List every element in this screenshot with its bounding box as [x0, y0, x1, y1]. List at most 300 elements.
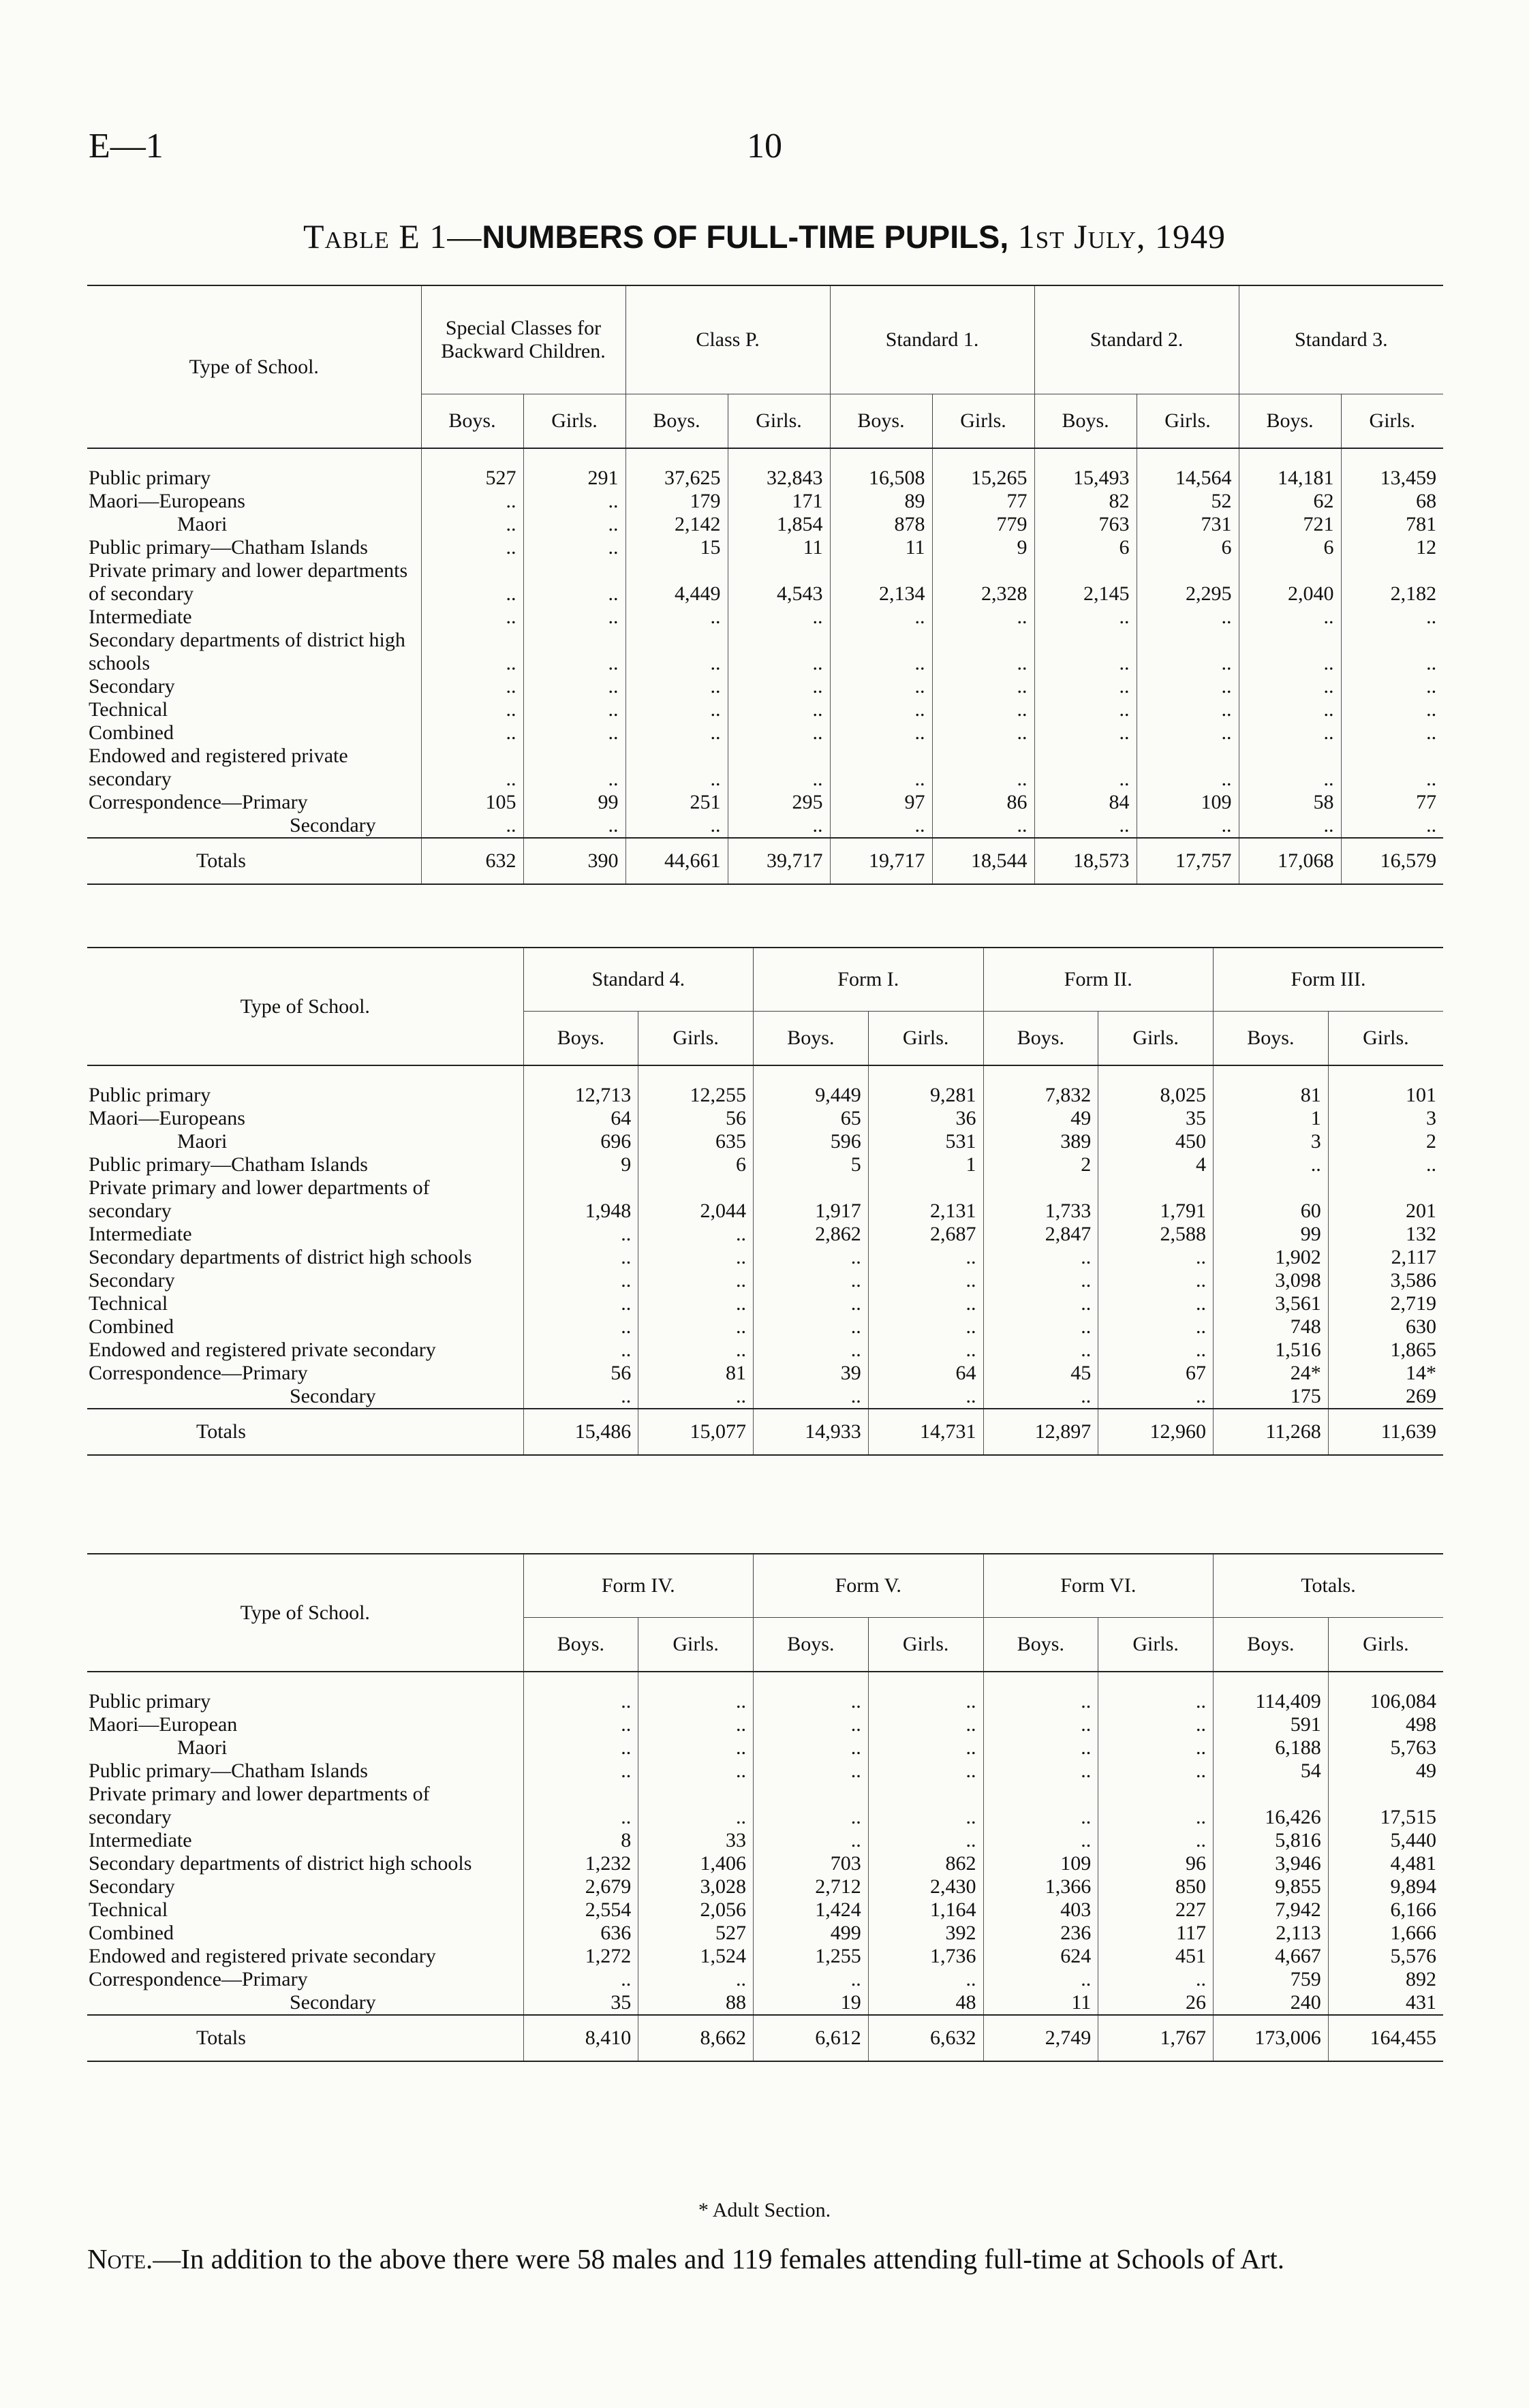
boys-cell: ..: [1239, 629, 1341, 675]
table-row: [87, 1829, 1443, 1852]
total-cell: 12,897: [983, 1409, 1098, 1455]
girls-cell: 35: [1098, 1107, 1214, 1130]
girls-cell: 15,265: [932, 448, 1034, 490]
boys-cell: 1,255: [754, 1945, 869, 1968]
girls-cell: 49: [1328, 1760, 1443, 1783]
girls-cell: ..: [523, 559, 626, 606]
row-label: [87, 698, 421, 721]
boys-cell: ..: [523, 1339, 638, 1362]
boys-cell: ..: [1034, 721, 1137, 745]
row-label: [87, 1176, 523, 1223]
boys-cell: 81: [1214, 1065, 1329, 1107]
row-label: [87, 1339, 523, 1362]
table-row: [87, 1852, 1443, 1875]
row-label-text: Secondary: [89, 1269, 175, 1292]
girls-cell: ..: [868, 1736, 983, 1760]
boys-cell: 7,942: [1214, 1898, 1329, 1922]
girls-cell: 5,576: [1328, 1945, 1443, 1968]
girls-cell: ..: [1098, 1672, 1214, 1713]
table-row: [87, 1065, 1443, 1107]
boys-cell: ..: [754, 1968, 869, 1991]
girls-cell: ..: [523, 721, 626, 745]
girls-cell: 9: [932, 536, 1034, 559]
row-label-text: Endowed and registered private secondary: [89, 745, 348, 790]
girls-cell: ..: [638, 1223, 754, 1246]
row-label: [87, 1736, 523, 1760]
boys-cell: 3: [1214, 1130, 1329, 1153]
boys-cell: ..: [983, 1269, 1098, 1292]
total-cell: 11,268: [1214, 1409, 1329, 1455]
row-label: [87, 745, 421, 791]
girls-cell: 11: [728, 536, 830, 559]
row-label-text: Maori—European: [89, 1713, 238, 1736]
boys-cell: ..: [983, 1385, 1098, 1409]
boys-cell: 7,832: [983, 1065, 1098, 1107]
total-cell: 6,632: [868, 2015, 983, 2061]
row-label-text: Public primary—Chatham Islands: [89, 1153, 368, 1176]
table-row: [87, 698, 1443, 721]
boys-cell: 37,625: [626, 448, 728, 490]
girls-cell: 850: [1098, 1875, 1214, 1898]
girls-cell: 1,791: [1098, 1176, 1214, 1223]
boys-cell: 499: [754, 1922, 869, 1945]
boys-cell: ..: [523, 1292, 638, 1315]
boys-cell: 84: [1034, 791, 1137, 814]
row-label: [87, 1223, 523, 1246]
table-row: [87, 1968, 1443, 1991]
girls-cell: ..: [932, 698, 1034, 721]
boys-column-header: Boys.: [983, 1618, 1098, 1672]
boys-cell: 15: [626, 536, 728, 559]
table-part-1: [87, 285, 1443, 885]
boys-cell: ..: [523, 1783, 638, 1829]
boys-cell: 8: [523, 1829, 638, 1852]
row-label-text: Maori: [177, 513, 228, 535]
row-label: [87, 559, 421, 606]
boys-cell: ..: [523, 1736, 638, 1760]
boys-cell: 45: [983, 1362, 1098, 1385]
table-row: [87, 513, 1443, 536]
row-label: [87, 490, 421, 513]
girls-cell: 88: [638, 1991, 754, 2015]
boys-cell: ..: [754, 1246, 869, 1269]
boys-cell: ..: [754, 1713, 869, 1736]
total-cell: 14,731: [868, 1409, 983, 1455]
boys-cell: 1,917: [754, 1176, 869, 1223]
table-row: [87, 814, 1443, 838]
page-number: 10: [747, 127, 782, 166]
table-row: [87, 1991, 1443, 2015]
girls-cell: ..: [1137, 675, 1239, 698]
girls-column-header: Girls.: [638, 1618, 754, 1672]
girls-cell: ..: [1098, 1385, 1214, 1409]
table-row: [87, 745, 1443, 791]
girls-cell: 3,586: [1328, 1269, 1443, 1292]
girls-cell: 1,865: [1328, 1339, 1443, 1362]
boys-cell: ..: [1239, 721, 1341, 745]
row-label: [87, 1852, 523, 1875]
girls-cell: 269: [1328, 1385, 1443, 1409]
boys-cell: ..: [626, 606, 728, 629]
girls-cell: ..: [1341, 814, 1443, 838]
total-cell: 11,639: [1328, 1409, 1443, 1455]
boys-cell: 4,667: [1214, 1945, 1329, 1968]
boys-column-header: Boys.: [523, 1012, 638, 1066]
girls-cell: ..: [932, 606, 1034, 629]
boys-cell: ..: [1034, 675, 1137, 698]
boys-cell: 99: [1214, 1223, 1329, 1246]
boys-cell: ..: [523, 1385, 638, 1409]
table-row: [87, 1153, 1443, 1176]
girls-cell: 26: [1098, 1991, 1214, 2015]
boys-cell: 35: [523, 1991, 638, 2015]
girls-cell: ..: [638, 1339, 754, 1362]
row-label: [87, 1672, 523, 1713]
boys-cell: 1: [1214, 1107, 1329, 1130]
girls-cell: 731: [1137, 513, 1239, 536]
boys-column-header: Boys.: [1239, 394, 1341, 449]
girls-cell: ..: [728, 698, 830, 721]
boys-cell: ..: [421, 721, 523, 745]
total-cell: 2,749: [983, 2015, 1098, 2061]
row-label-text: Public primary—Chatham Islands: [89, 536, 368, 559]
girls-cell: ..: [523, 536, 626, 559]
girls-cell: ..: [728, 629, 830, 675]
girls-cell: ..: [868, 1713, 983, 1736]
boys-cell: ..: [754, 1736, 869, 1760]
row-label-text: Technical: [89, 1292, 168, 1315]
boys-cell: 527: [421, 448, 523, 490]
boys-cell: ..: [523, 1968, 638, 1991]
boys-cell: ..: [421, 513, 523, 536]
table-row: [87, 536, 1443, 559]
boys-cell: 11: [983, 1991, 1098, 2015]
girls-cell: 201: [1328, 1176, 1443, 1223]
totals-label: Totals: [87, 1409, 523, 1455]
girls-cell: 52: [1137, 490, 1239, 513]
boys-cell: 696: [523, 1130, 638, 1153]
boys-cell: 236: [983, 1922, 1098, 1945]
row-label-text: Public primary: [89, 1690, 211, 1713]
girls-cell: 2,687: [868, 1223, 983, 1246]
girls-cell: 86: [932, 791, 1034, 814]
type-of-school-header: Type of School.: [87, 285, 421, 448]
boys-cell: ..: [626, 698, 728, 721]
row-label-text: Endowed and registered private secondary: [89, 1945, 436, 1967]
girls-cell: 4,543: [728, 559, 830, 606]
girls-cell: ..: [1341, 721, 1443, 745]
girls-cell: ..: [1341, 745, 1443, 791]
boys-cell: 97: [830, 791, 932, 814]
boys-column-header: Boys.: [523, 1618, 638, 1672]
boys-column-header: Boys.: [830, 394, 932, 449]
boys-cell: 2,847: [983, 1223, 1098, 1246]
boys-cell: ..: [626, 629, 728, 675]
boys-cell: 62: [1239, 490, 1341, 513]
girls-column-header: Girls.: [1328, 1618, 1443, 1672]
girls-cell: ..: [868, 1269, 983, 1292]
girls-cell: 498: [1328, 1713, 1443, 1736]
boys-cell: ..: [983, 1968, 1098, 1991]
column-group-header: Standard 2.: [1034, 285, 1239, 394]
boys-cell: ..: [421, 675, 523, 698]
row-label-text: Intermediate: [89, 1223, 192, 1245]
girls-cell: ..: [932, 814, 1034, 838]
row-label: [87, 536, 421, 559]
table-row: [87, 721, 1443, 745]
boys-cell: ..: [1239, 606, 1341, 629]
row-label: [87, 606, 421, 629]
table-row: [87, 629, 1443, 675]
boys-cell: 2,134: [830, 559, 932, 606]
girls-cell: ..: [638, 1736, 754, 1760]
girls-cell: ..: [868, 1292, 983, 1315]
total-cell: 8,662: [638, 2015, 754, 2061]
type-of-school-header: Type of School.: [87, 1554, 523, 1672]
girls-cell: ..: [932, 721, 1034, 745]
boys-cell: 109: [983, 1852, 1098, 1875]
girls-cell: ..: [1328, 1153, 1443, 1176]
boys-cell: 2: [983, 1153, 1098, 1176]
boys-cell: 1,366: [983, 1875, 1098, 1898]
boys-cell: 763: [1034, 513, 1137, 536]
boys-cell: 721: [1239, 513, 1341, 536]
boys-cell: 240: [1214, 1991, 1329, 2015]
column-group-header: Form IV.: [523, 1554, 754, 1618]
row-label: [87, 1385, 523, 1409]
row-label-text: Maori: [177, 1736, 228, 1759]
boys-cell: 114,409: [1214, 1672, 1329, 1713]
boys-cell: ..: [626, 721, 728, 745]
boys-cell: ..: [421, 814, 523, 838]
row-label-text: Public primary: [89, 467, 211, 489]
table-row: [87, 1269, 1443, 1292]
totals-row: [87, 1409, 1443, 1455]
girls-cell: 77: [1341, 791, 1443, 814]
girls-cell: 2,295: [1137, 559, 1239, 606]
column-group-header: Standard 4.: [523, 948, 754, 1012]
row-label-text: Correspondence—Primary: [89, 1968, 308, 1990]
table-row: [87, 448, 1443, 490]
note-label: Note.: [87, 2243, 153, 2274]
girls-cell: 295: [728, 791, 830, 814]
total-cell: 16,579: [1341, 838, 1443, 884]
girls-cell: ..: [638, 1672, 754, 1713]
row-label-text: Combined: [89, 1922, 174, 1944]
boys-cell: ..: [1239, 745, 1341, 791]
row-label-text: Private primary and lower departments of secondary: [89, 1176, 430, 1222]
girls-cell: ..: [523, 513, 626, 536]
boys-cell: ..: [754, 1672, 869, 1713]
girls-cell: ..: [638, 1783, 754, 1829]
girls-cell: 4: [1098, 1153, 1214, 1176]
row-label-text: Endowed and registered private secondary: [89, 1339, 436, 1361]
boys-cell: 16,426: [1214, 1783, 1329, 1829]
girls-cell: ..: [1098, 1246, 1214, 1269]
table-row: [87, 490, 1443, 513]
boys-cell: ..: [983, 1736, 1098, 1760]
girls-cell: ..: [868, 1246, 983, 1269]
table-title: [0, 217, 1529, 256]
row-label: [87, 1065, 523, 1107]
column-group-header: Standard 1.: [830, 285, 1034, 394]
boys-cell: 251: [626, 791, 728, 814]
girls-cell: ..: [868, 1315, 983, 1339]
totals-label: Totals: [87, 838, 421, 884]
girls-cell: ..: [638, 1269, 754, 1292]
boys-cell: 6: [1239, 536, 1341, 559]
girls-cell: ..: [638, 1292, 754, 1315]
boys-cell: 1,902: [1214, 1246, 1329, 1269]
girls-cell: 1,666: [1328, 1922, 1443, 1945]
boys-cell: 1,516: [1214, 1339, 1329, 1362]
row-label-text: Combined: [89, 721, 174, 744]
boys-cell: ..: [626, 745, 728, 791]
girls-cell: 6: [1137, 536, 1239, 559]
girls-cell: 56: [638, 1107, 754, 1130]
boys-cell: 1,733: [983, 1176, 1098, 1223]
girls-cell: ..: [1137, 721, 1239, 745]
boys-cell: ..: [421, 698, 523, 721]
girls-cell: ..: [638, 1246, 754, 1269]
boys-column-header: Boys.: [754, 1012, 869, 1066]
boys-cell: 878: [830, 513, 932, 536]
girls-cell: ..: [638, 1760, 754, 1783]
boys-cell: ..: [523, 1315, 638, 1339]
girls-cell: ..: [1098, 1968, 1214, 1991]
girls-cell: 67: [1098, 1362, 1214, 1385]
boys-cell: ..: [1239, 698, 1341, 721]
table-row: [87, 1760, 1443, 1783]
girls-cell: 2,719: [1328, 1292, 1443, 1315]
girls-cell: ..: [638, 1385, 754, 1409]
table-row: [87, 1176, 1443, 1223]
boys-cell: 2,862: [754, 1223, 869, 1246]
girls-cell: ..: [1137, 698, 1239, 721]
girls-cell: ..: [523, 814, 626, 838]
boys-cell: ..: [421, 606, 523, 629]
girls-cell: 2,044: [638, 1176, 754, 1223]
row-label: [87, 1315, 523, 1339]
girls-cell: ..: [1137, 814, 1239, 838]
girls-cell: 1,524: [638, 1945, 754, 1968]
boys-column-header: Boys.: [1214, 1618, 1329, 1672]
boys-cell: ..: [421, 745, 523, 791]
girls-cell: 3,028: [638, 1875, 754, 1898]
girls-cell: ..: [868, 1339, 983, 1362]
table-row: [87, 791, 1443, 814]
column-group-header: Form VI.: [983, 1554, 1214, 1618]
girls-cell: 77: [932, 490, 1034, 513]
boys-cell: 2,712: [754, 1875, 869, 1898]
girls-cell: 5,440: [1328, 1829, 1443, 1852]
boys-cell: 15,493: [1034, 448, 1137, 490]
boys-column-header: Boys.: [1214, 1012, 1329, 1066]
girls-cell: ..: [728, 606, 830, 629]
girls-cell: 64: [868, 1362, 983, 1385]
table-row: [87, 1246, 1443, 1269]
boys-cell: 2,554: [523, 1898, 638, 1922]
totals-label: Totals: [87, 2015, 523, 2061]
boys-cell: 748: [1214, 1315, 1329, 1339]
girls-cell: ..: [728, 745, 830, 791]
girls-cell: ..: [1137, 629, 1239, 675]
row-label-text: Correspondence—Primary: [89, 791, 308, 813]
girls-cell: 96: [1098, 1852, 1214, 1875]
girls-cell: 13,459: [1341, 448, 1443, 490]
table-row: [87, 1875, 1443, 1898]
girls-cell: ..: [932, 745, 1034, 791]
row-label: [87, 1269, 523, 1292]
table-row: [87, 1736, 1443, 1760]
row-label: [87, 1760, 523, 1783]
table-part-3: [87, 1553, 1443, 2062]
row-label-text: Secondary: [290, 1991, 376, 2014]
girls-cell: 531: [868, 1130, 983, 1153]
boys-cell: ..: [983, 1783, 1098, 1829]
girls-cell: 14*: [1328, 1362, 1443, 1385]
boys-cell: 14,181: [1239, 448, 1341, 490]
boys-cell: 179: [626, 490, 728, 513]
girls-cell: 2,131: [868, 1176, 983, 1223]
boys-cell: 596: [754, 1130, 869, 1153]
row-label: [87, 791, 421, 814]
boys-cell: ..: [754, 1760, 869, 1783]
note-text: —In addition to the above there were 58 males and 119 females attending full-time at Schools of Art.: [153, 2243, 1285, 2274]
boys-cell: 2,040: [1239, 559, 1341, 606]
boys-cell: 39: [754, 1362, 869, 1385]
boys-cell: 703: [754, 1852, 869, 1875]
boys-cell: 12,713: [523, 1065, 638, 1107]
row-label: [87, 1968, 523, 1991]
girls-cell: 48: [868, 1991, 983, 2015]
girls-cell: ..: [1098, 1269, 1214, 1292]
boys-cell: ..: [1239, 814, 1341, 838]
row-label-text: Correspondence—Primary: [89, 1362, 308, 1384]
girls-cell: ..: [1341, 629, 1443, 675]
totals-row: [87, 838, 1443, 884]
girls-cell: 14,564: [1137, 448, 1239, 490]
table-part-2: [87, 947, 1443, 1456]
column-group-header: Form V.: [754, 1554, 984, 1618]
girls-cell: ..: [638, 1315, 754, 1339]
row-label-text: Maori—Europeans: [89, 1107, 245, 1129]
total-cell: 15,077: [638, 1409, 754, 1455]
column-group-header: Totals.: [1214, 1554, 1444, 1618]
row-label-text: Maori—Europeans: [89, 490, 245, 512]
girls-cell: 3: [1328, 1107, 1443, 1130]
table-row: [87, 1713, 1443, 1736]
row-label: [87, 1922, 523, 1945]
row-label: [87, 1246, 523, 1269]
boys-cell: 1,232: [523, 1852, 638, 1875]
girls-cell: 4,481: [1328, 1852, 1443, 1875]
row-label: [87, 1991, 523, 2015]
girls-cell: 9,894: [1328, 1875, 1443, 1898]
girls-cell: ..: [932, 629, 1034, 675]
girls-cell: ..: [1098, 1829, 1214, 1852]
boys-cell: ..: [523, 1713, 638, 1736]
total-cell: 19,717: [830, 838, 932, 884]
boys-cell: ..: [1034, 698, 1137, 721]
table-row: [87, 1783, 1443, 1829]
boys-cell: ..: [523, 1760, 638, 1783]
row-label-text: Technical: [89, 698, 168, 721]
boys-cell: ..: [983, 1292, 1098, 1315]
boys-cell: 9: [523, 1153, 638, 1176]
girls-column-header: Girls.: [1341, 394, 1443, 449]
table-row: [87, 1223, 1443, 1246]
